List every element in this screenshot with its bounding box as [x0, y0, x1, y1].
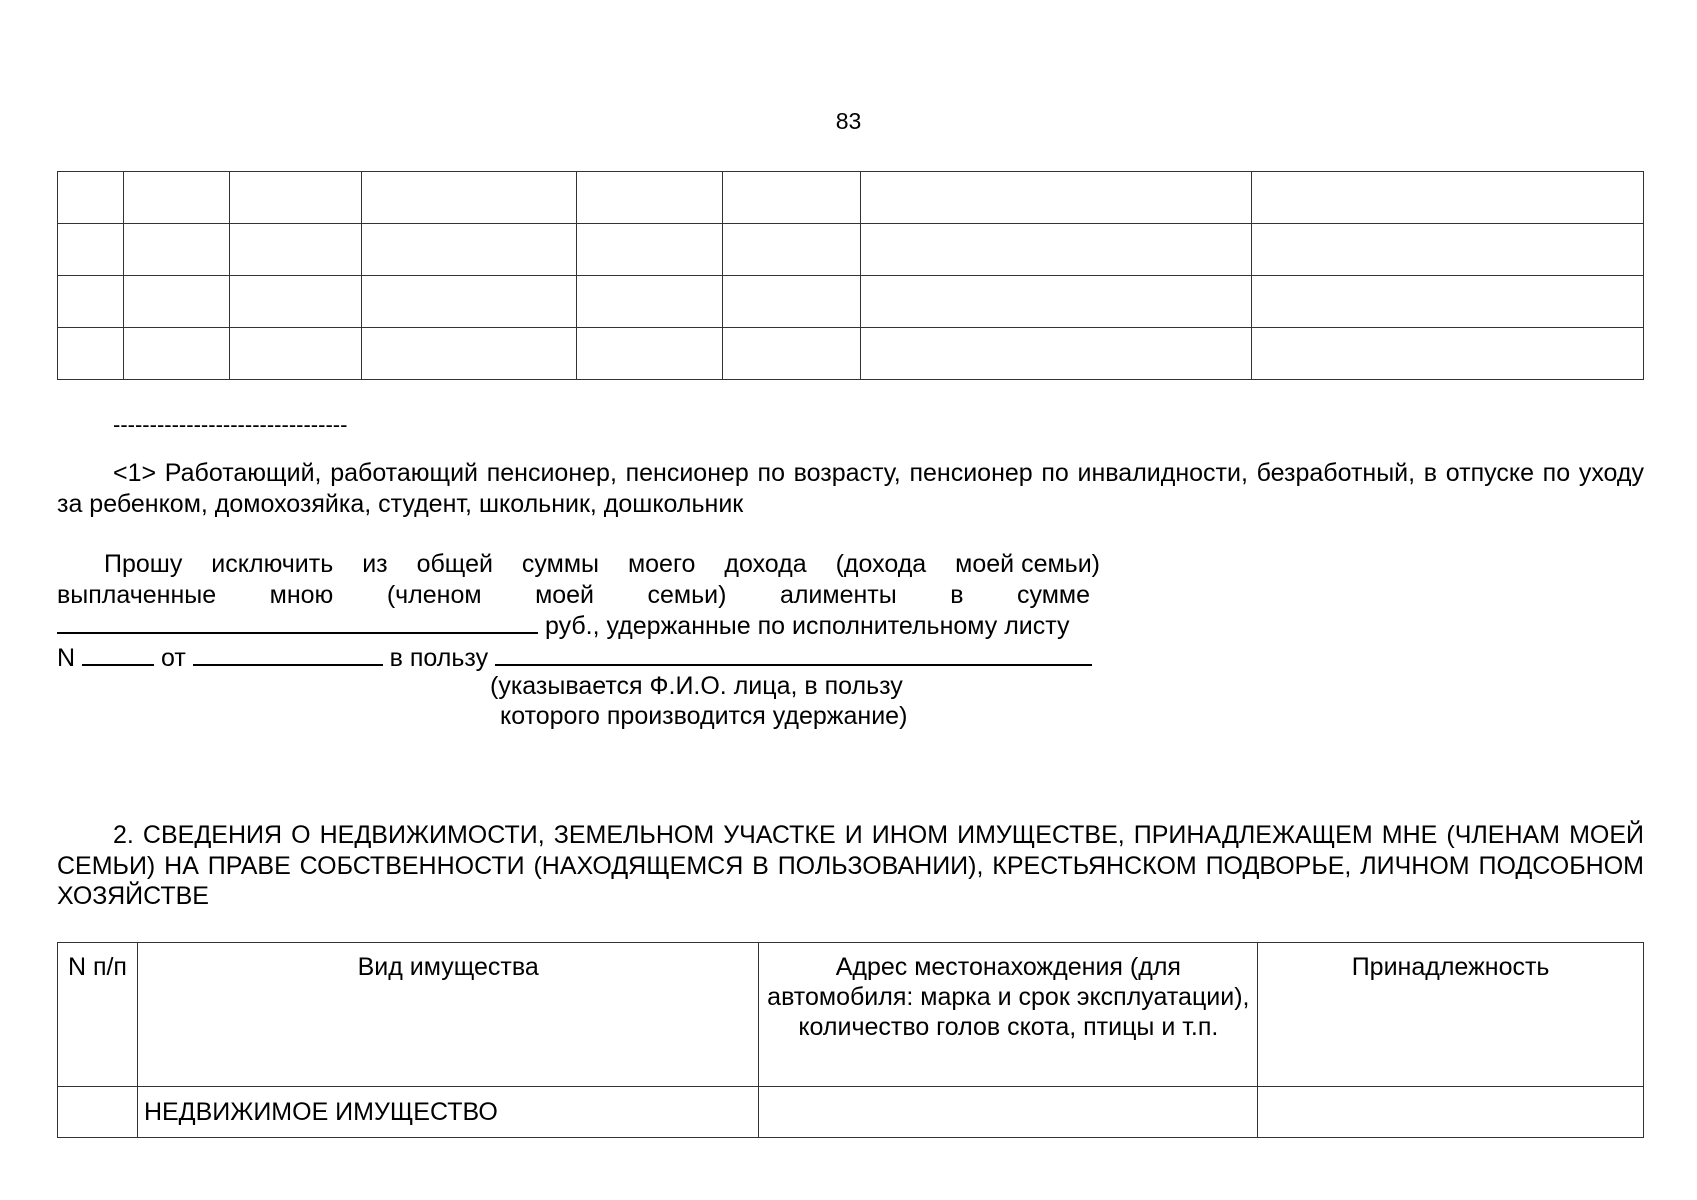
column-header-property-type: Вид имущества [137, 943, 759, 1087]
table-row [58, 276, 1644, 328]
word: сумме [1017, 580, 1090, 609]
from-label: от [154, 643, 193, 672]
word: моей семьи) [955, 550, 1100, 578]
recipient-note-line-2: которого производится удержание) [500, 702, 908, 730]
blank-income-table [57, 171, 1644, 380]
word: моего [627, 550, 696, 578]
amount-suffix: руб., удержанные по исполнительному листу [538, 612, 1070, 640]
word: дохода [724, 550, 807, 578]
property-table [57, 942, 1644, 1138]
alimony-request [57, 549, 1100, 730]
column-header-number: N п/п [58, 943, 138, 1087]
table-cell [1258, 1087, 1644, 1138]
word: (членом [386, 580, 482, 609]
column-header-address: Адрес местонахождения (для автомобиля: марка и срок эксплуатации), количество голов скота, птицы и т.п. [759, 943, 1258, 1087]
word: суммы [521, 550, 599, 578]
table-cell [58, 1087, 138, 1138]
request-line-1 [57, 549, 1100, 580]
column-header-ownership: Принадлежность [1258, 943, 1644, 1087]
table-header-row [58, 943, 1644, 1087]
word: моей [535, 580, 595, 609]
word: алименты [779, 580, 897, 609]
table-row [58, 328, 1644, 380]
table-cell: НЕДВИЖИМОЕ ИМУЩЕСТВО [137, 1087, 759, 1138]
word: Прошу [104, 550, 183, 578]
request-line-4 [57, 642, 1100, 674]
recipient-field[interactable] [495, 642, 1092, 666]
footnote-separator: -------------------------------- [113, 412, 348, 437]
word: в [950, 580, 964, 609]
word: мною [269, 580, 334, 609]
table-row [58, 172, 1644, 224]
recipient-note-line-1: (указывается Ф.И.О. лица, в пользу [490, 672, 903, 700]
table-row [58, 1087, 1644, 1138]
section-2-heading: 2. СВЕДЕНИЯ О НЕДВИЖИМОСТИ, ЗЕМЕЛЬНОМ УЧАСТКЕ И ИНОМ ИМУЩЕСТВЕ, ПРИНАДЛЕЖАЩЕМ МНЕ (ЧЛЕНАМ МОЕЙ СЕМЬИ) НА ПРАВЕ СОБСТВЕННОСТИ (НАХОДЯЩЕМСЯ В ПОЛЬЗОВАНИИ), КРЕСТЬЯНСКОМ ПОДВОРЬЕ, ЛИЧНОМ ПОДСОБНОМ ХОЗЯЙСТВЕ [57, 821, 1644, 910]
word: из [362, 550, 388, 578]
word: исключить [211, 550, 334, 578]
document-number-field[interactable] [82, 642, 154, 666]
amount-field[interactable] [57, 610, 538, 634]
table-cell [759, 1087, 1258, 1138]
word: семьи) [647, 580, 727, 609]
word: общей [416, 550, 493, 578]
number-label: N [57, 643, 76, 672]
word: выплаченные [57, 580, 217, 609]
request-line-2 [57, 580, 1100, 611]
word: (дохода [835, 550, 927, 578]
date-field[interactable] [193, 642, 383, 666]
table-row [58, 224, 1644, 276]
in-favor-label: в пользу [382, 643, 496, 672]
footnote: <1> Работающий, работающий пенсионер, пенсионер по возрасту, пенсионер по инвалидности, безработный, в отпуске по уходу за ребенком, домохозяйка, студент, школьник, дошкольник [57, 459, 1644, 518]
request-line-3 [57, 610, 1100, 642]
page-number: 83 [835, 108, 862, 134]
